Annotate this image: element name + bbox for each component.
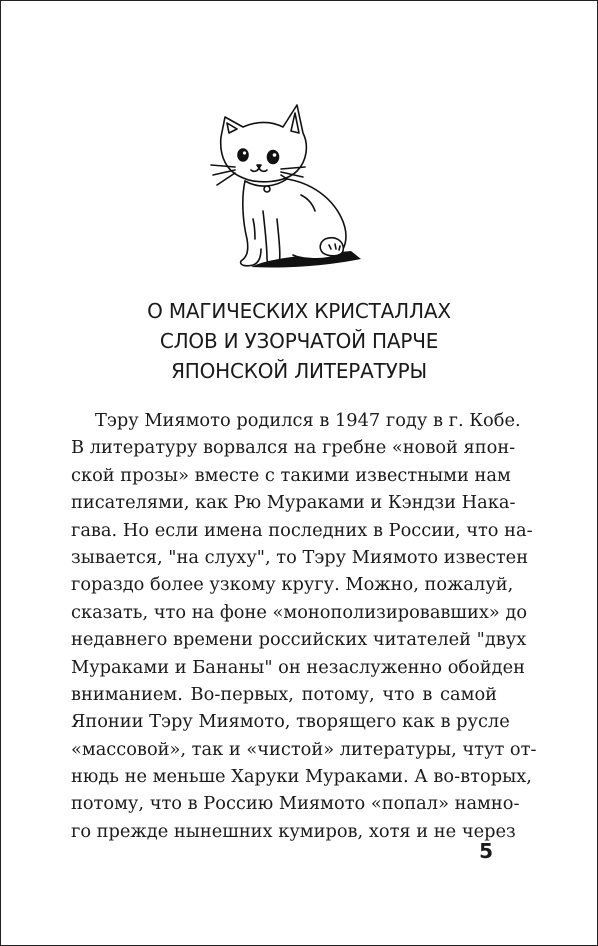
text-line: Мураками и Бананы" он незаслуженно обойден [71, 656, 525, 678]
heading-line: О МАГИЧЕСКИХ КРИСТАЛЛАХ [147, 299, 451, 323]
heading-line: ЯПОНСКОЙ ЛИТЕРАТУРЫ [171, 359, 427, 383]
text-line: недавнего времени российских читателей "двух [71, 629, 527, 651]
text-line: ской прозы» вместе с такими известными нам [71, 464, 511, 486]
text-line: Японии Тэру Миямото, творящего как в русле [71, 711, 510, 733]
text-line: потому, что в Россию Миямото «попал» намно- [71, 793, 520, 815]
text-line: вниманием. Во-первых, потому, что в самой [71, 683, 497, 705]
text-line: гава. Но если имена последних в России, что на- [71, 519, 533, 541]
text-line: Тэру Миямото родился в 1947 году в г. Кобе. [95, 410, 521, 431]
text-line: «массовой», так и «чистой» литературы, чтут от- [71, 738, 537, 760]
text-line: гораздо более узкому кругу. Можно, пожалуй, [71, 574, 514, 596]
heading-line: СЛОВ И УЗОРЧАТОЙ ПАРЧЕ [159, 329, 439, 353]
page-number: 5 [479, 839, 493, 863]
text-line: го прежде нынешних кумиров, хотя и не через [71, 820, 516, 842]
text-line: зывается, "на слуху", то Тэру Миямото известен [71, 546, 529, 568]
kitten-icon [201, 99, 381, 279]
text-line: нюдь не меньше Харуки Мураками. А во-вторых, [71, 766, 532, 788]
chapter-heading [1, 296, 597, 386]
text-line: В литературу ворвался на гребне «новой япон- [71, 437, 516, 459]
text-line: сказать, что на фоне «монополизировавших» до [71, 601, 528, 623]
body-paragraph [71, 407, 537, 845]
text-line: писателями, как Рю Мураками и Кэндзи Нака- [71, 492, 516, 514]
